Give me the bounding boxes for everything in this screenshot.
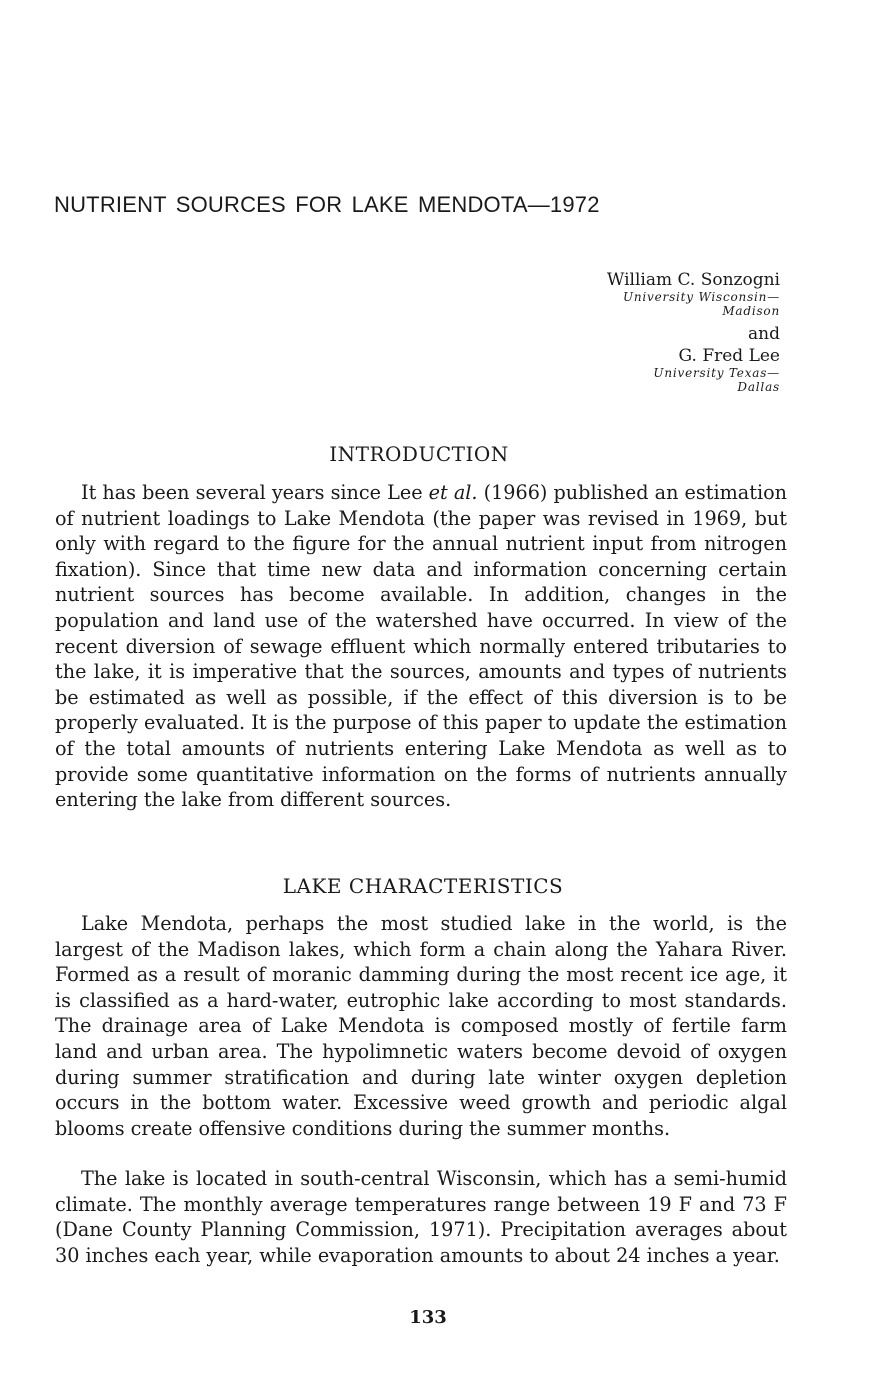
citation-et-al: et al. xyxy=(428,481,478,504)
page-number: 133 xyxy=(409,1307,447,1328)
author-1-affiliation-line-1: University Wisconsin— xyxy=(622,290,780,304)
introduction-paragraph xyxy=(55,480,787,813)
author-1-affiliation-line-2: Madison xyxy=(722,304,780,318)
author-1-name: William C. Sonzogni xyxy=(606,270,780,290)
introduction-text-start: It has been several years since Lee xyxy=(81,481,429,504)
lake-characteristics-heading: LAKE CHARACTERISTICS xyxy=(282,874,564,898)
author-2-affiliation-line-2: Dallas xyxy=(737,380,780,394)
author-2-affiliation-line-1: University Texas— xyxy=(653,366,780,380)
lake-characteristics-paragraph-1: Lake Mendota, perhaps the most studied lake in the world, is the largest of the Madison lakes, which form a chain along the Yahara River. Formed as a result of moranic damming during the most recent ice age, it is classified as a hard-water, eutrophic lake according to most standards. The drainage area of Lake Mendota is composed mostly of fertile farm land and urban area. The hypolimnetic waters become devoid of oxygen during summer stratification and during late winter oxygen depletion occurs in the bottom water. Excessive weed growth and periodic algal blooms create offensive conditions during the summer months. xyxy=(55,912,787,1140)
paper-title: NUTRIENT SOURCES FOR LAKE MENDOTA—1972 xyxy=(54,192,600,217)
author-2-name: G. Fred Lee xyxy=(678,346,780,366)
introduction-heading: INTRODUCTION xyxy=(329,442,509,466)
author-block xyxy=(460,270,780,394)
introduction-text-rest: (1966) published an estimation of nutrient loadings to Lake Mendota (the paper was revised in 1969, but only with regard to the figure for the annual nutrient input from nitrogen fixation). Since that time new data and information concerning certain nutrient sources has become available. In addition, changes in the population and land use of the watershed have occurred. In view of the recent diversion of sewage effluent which normally entered tributaries to the lake, it is imperative that the sources, amounts and types of nutrients be estimated as well as possible, if the effect of this diversion is to be properly evaluated. It is the purpose of this paper to update the estimation of the total amounts of nutrients entering Lake Mendota as well as to provide some quantitative information on the forms of nutrients annually entering the lake from different sources. xyxy=(55,481,787,812)
author-conjunction: and xyxy=(748,324,780,344)
lake-characteristics-paragraph-2: The lake is located in south-central Wisconsin, which has a semi-humid climate. The monthly average temperatures range between 19 F and 73 F (Dane County Planning Commission, 1971). Precipitation averages about 30 inches each year, while evaporation amounts to about 24 inches a year. xyxy=(55,1167,787,1267)
